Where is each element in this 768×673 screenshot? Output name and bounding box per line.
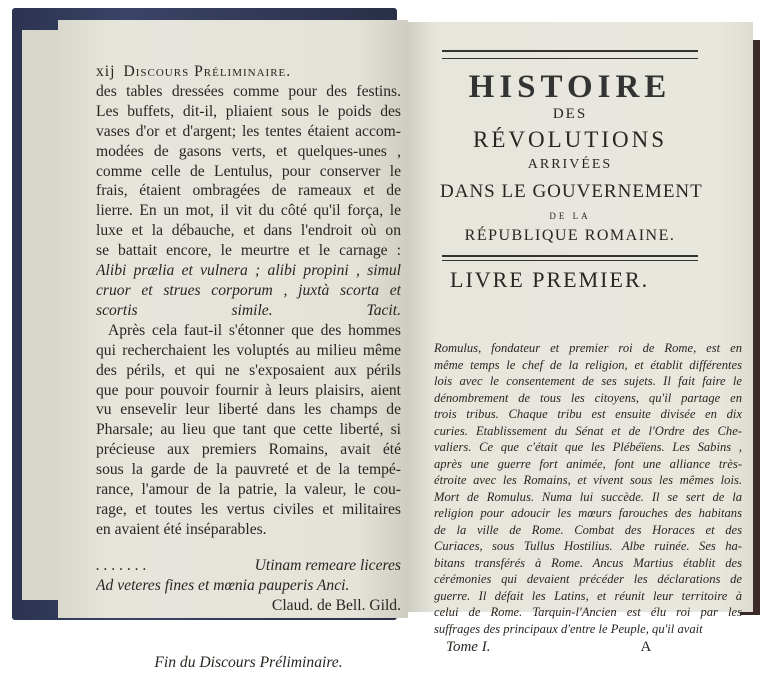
book-heading: LIVRE PREMIER. bbox=[450, 267, 650, 292]
title-block bbox=[440, 50, 703, 293]
middle-rule bbox=[442, 255, 698, 261]
text-line: cruor et strues corporum , juxtà scorta et bbox=[96, 281, 401, 299]
text-line: religion pour adoucir les mœurs farouches des habitans bbox=[434, 506, 742, 520]
end-note: Fin du Discours Préliminaire. bbox=[154, 654, 343, 672]
title-histoire: HISTOIRE bbox=[468, 69, 672, 105]
title-arrivees: ARRIVÉES bbox=[527, 157, 613, 172]
body-lines bbox=[96, 82, 401, 540]
flyleaf bbox=[22, 30, 62, 600]
text-line: Romulus, fondateur et premier roi de Rome, est en bbox=[434, 341, 742, 355]
text-line: Curiaces, sous Tullus Hostilius. Albe ruinée. Ses ha- bbox=[434, 539, 742, 553]
quote-line-2: Ad veteres fines et mœnia pauperis Anci. bbox=[96, 576, 350, 594]
chapter-summary bbox=[434, 340, 742, 656]
text-line: des tables dressées comme pour des festins. bbox=[96, 82, 401, 100]
text-line: luxe et la débauche, et dans l'endroit où on bbox=[96, 222, 401, 240]
title-de-la: DE LA bbox=[549, 211, 591, 221]
text-line: celui de Rome. Tarquin-l'Ancien est élu roi par les bbox=[434, 605, 742, 619]
title-republique: RÉPUBLIQUE ROMAINE. bbox=[464, 227, 676, 244]
top-rule bbox=[442, 50, 698, 59]
text-line: en avaient été inséparables. bbox=[96, 520, 267, 538]
text-line: trois tribus. Chaque tribu est ensuite divisée en dix bbox=[434, 407, 742, 421]
left-page-text bbox=[96, 62, 401, 673]
running-head: Discours Préliminaire. bbox=[123, 63, 292, 80]
text-line: se battait encore, le meurtre et le carnage : bbox=[96, 242, 401, 260]
signature-mark: A bbox=[640, 639, 652, 655]
text-line: frais, étaient ombragées de rameaux et de bbox=[96, 182, 401, 200]
text-line: vu ensevelir leur liberté dans les champs de bbox=[96, 401, 401, 419]
text-line: scortis simile. Tacit. bbox=[96, 301, 401, 319]
text-line: valiers. Ce que c'était que les Plébéïens. Les Sabins , bbox=[434, 440, 742, 454]
text-line: lois avec le consentement de ses sujets. Il fait faire le bbox=[434, 374, 742, 388]
text-line: suffrages des principaux d'entre le Peuple, qu'il avait bbox=[434, 621, 703, 636]
text-line: Les buffets, dit-il, pliaient sous le poids des bbox=[96, 102, 401, 120]
text-line: même temps le chef de la religion, et établit différentes bbox=[434, 357, 742, 372]
text-line: Mort de Romulus. Numa lui succède. Il se sert de la bbox=[434, 489, 742, 504]
text-line: précieuse aux premiers Romains, avait été bbox=[96, 441, 401, 459]
text-line: étroite avec les Romains, et vivent sous les mêmes lois. bbox=[434, 473, 742, 487]
text-line: rance, l'amour de la patrie, la valeur, le cou- bbox=[96, 481, 401, 499]
quote-dots: . . . . . . . bbox=[96, 556, 147, 574]
text-line: bitans transférés à Rome. Ancus Martius établit des bbox=[434, 555, 742, 570]
text-line: rage, et toutes les vertus civiles et militaires bbox=[96, 500, 401, 518]
quote-line-1: Utinam remeare liceres bbox=[254, 556, 401, 574]
text-line: sous la garde de la pauvreté et de la tempé- bbox=[96, 461, 401, 479]
text-line: après une guerre fort animée, font une alliance très- bbox=[434, 456, 742, 471]
text-line: modées de gasons verts, et quelques-unes , bbox=[96, 142, 401, 160]
text-line: Pharsale; au lieu que tant que cette liberté, si bbox=[96, 421, 401, 439]
title-gouvernement: DANS LE GOUVERNEMENT bbox=[440, 181, 703, 202]
text-line: des périls, et qui ne s'exposaient aux périls bbox=[96, 361, 401, 379]
text-line: cérémonies qui devaient précéder les déclarations de bbox=[434, 572, 742, 586]
text-line: lierre. En un mot, il vit du côté qu'il força, le bbox=[96, 202, 401, 220]
text-line: que pour pouvoir fournir à leurs plaisirs, aient bbox=[96, 381, 401, 399]
text-line: qui recherchaient les voluptés au milieu même bbox=[96, 341, 401, 359]
attribution: Claud. de Bell. Gild. bbox=[271, 596, 401, 614]
title-revolutions: RÉVOLUTIONS bbox=[473, 127, 667, 152]
text-line: Alibi prælia et vulnera ; alibi propini , simul bbox=[96, 262, 401, 280]
volume-label: Tome I. bbox=[446, 639, 491, 655]
text-line: comme celle de Lentulus, pour conserver le bbox=[96, 162, 401, 180]
text-line: curies. Etablissement du Sénat et de l'Ordre des Che- bbox=[434, 423, 742, 438]
page-number: xij bbox=[96, 63, 116, 80]
text-line: Après cela faut-il s'étonner que des hommes bbox=[108, 321, 401, 339]
text-line: de la ville de Rome. Combat des Horaces et des bbox=[434, 522, 742, 537]
text-line: dénombrement de tous les citoyens, qu'il partage en bbox=[434, 390, 742, 405]
text-line: guerre. Il défait les Latins, et réunit leur territoire à bbox=[434, 588, 742, 603]
title-des: DES bbox=[552, 106, 588, 122]
text-line: vases d'or et d'argent; les tentes étaient accom- bbox=[96, 122, 401, 140]
